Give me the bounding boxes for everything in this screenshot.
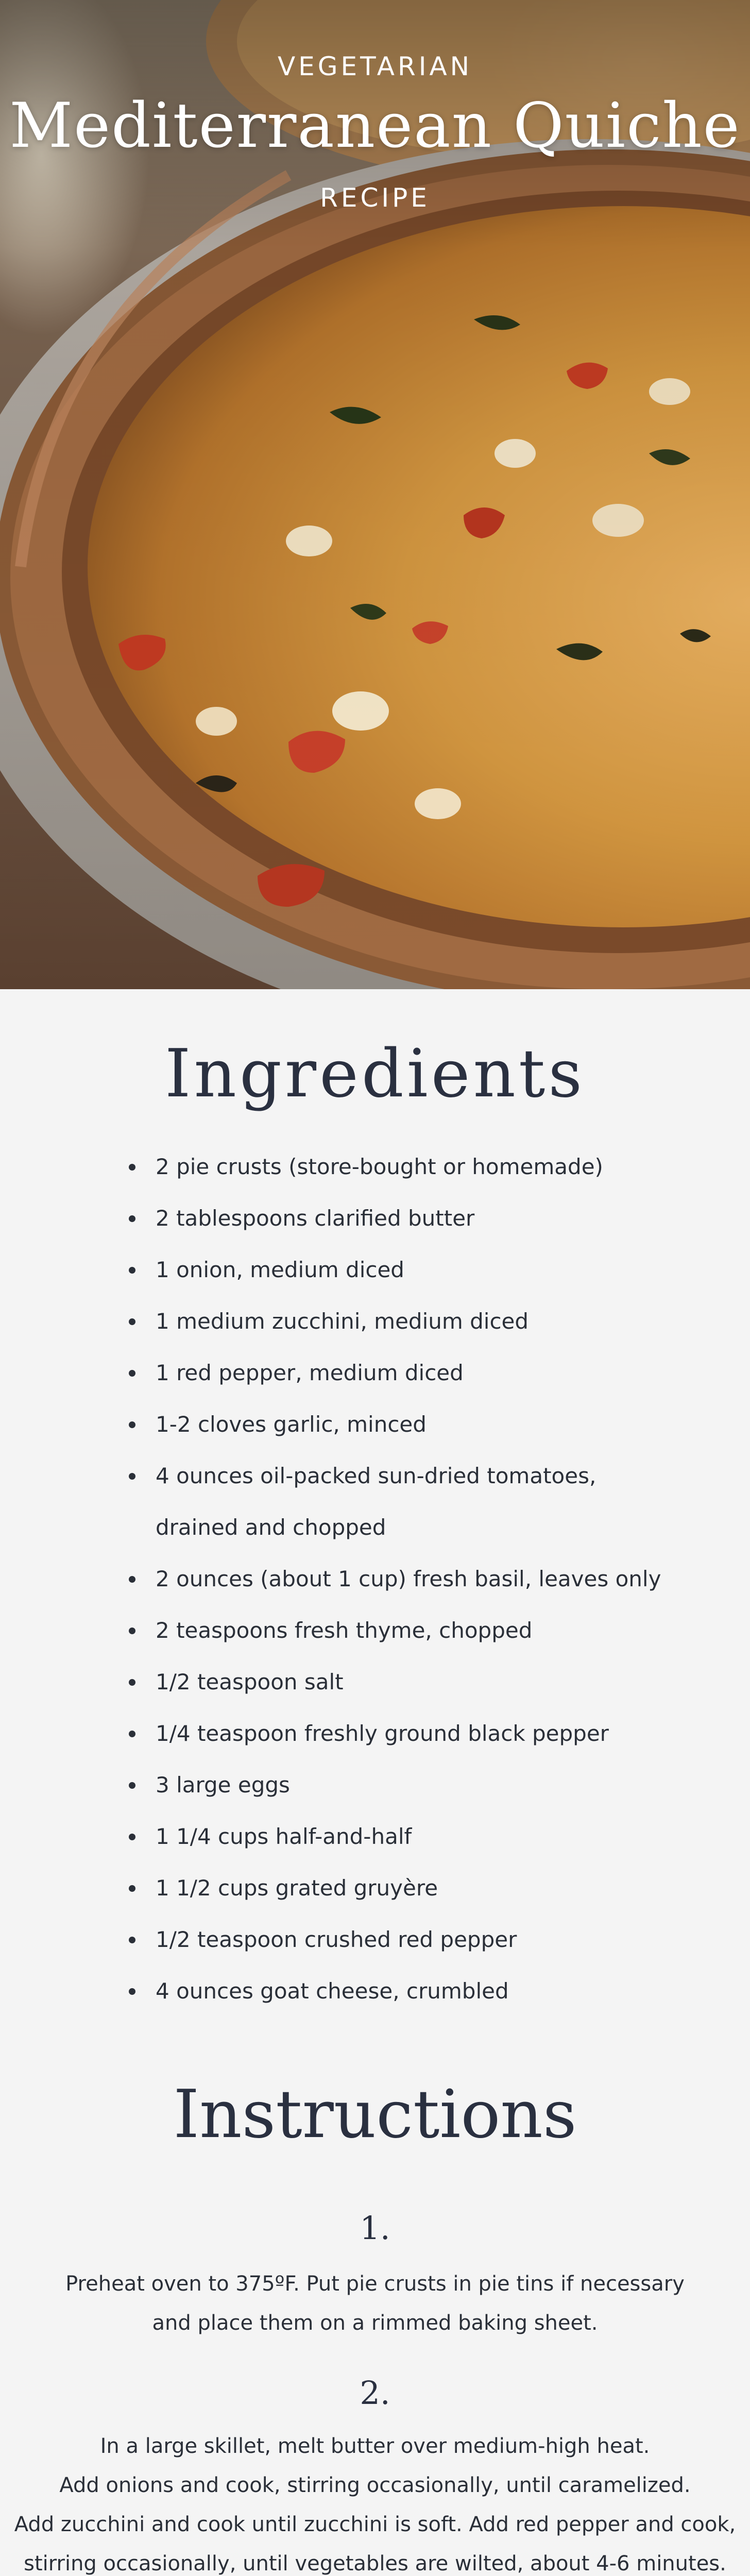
bullet-icon xyxy=(129,1215,135,1222)
instructions-heading: Instructions xyxy=(173,2076,577,2153)
bullet-icon xyxy=(129,1834,135,1840)
bullet-icon xyxy=(129,1267,135,1274)
ingredient-item: 1 onion, medium diced xyxy=(118,1244,685,1296)
hero-kicker: VEGETARIAN xyxy=(277,52,473,81)
ingredient-item: 1/2 teaspoon salt xyxy=(118,1656,685,1708)
bullet-icon xyxy=(129,1731,135,1737)
step-number: 1. xyxy=(360,2209,390,2247)
ingredients-heading: Ingredients xyxy=(164,1036,586,1112)
bullet-icon xyxy=(129,1421,135,1428)
bullet-icon xyxy=(129,1885,135,1892)
ingredient-item: 4 ounces oil-packed sun-dried tomatoes, xyxy=(118,1450,685,1502)
ingredient-item: 2 ounces (about 1 cup) fresh basil, leaves only xyxy=(118,1553,685,1605)
ingredient-item: 2 pie crusts (store-bought or homemade) xyxy=(118,1141,685,1193)
bullet-icon xyxy=(129,1782,135,1789)
ingredient-item: 1 1/4 cups half-and-half xyxy=(118,1811,685,1862)
bullet-icon xyxy=(129,1473,135,1480)
ingredients-list xyxy=(118,1141,685,2017)
bullet-icon xyxy=(129,1164,135,1171)
bullet-icon xyxy=(129,1628,135,1634)
step-text: In a large skillet, melt butter over medium-high heat. xyxy=(100,2434,650,2458)
hero-title: Mediterranean Quiche xyxy=(9,90,741,162)
bullet-icon xyxy=(129,1318,135,1325)
ingredient-item: 2 tablespoons clarified butter xyxy=(118,1193,685,1244)
hero-subtitle: RECIPE xyxy=(320,183,430,213)
bullet-icon xyxy=(129,1937,135,1943)
bullet-icon xyxy=(129,1370,135,1377)
ingredient-item: 1 medium zucchini, medium diced xyxy=(118,1296,685,1347)
ingredient-item: 1 1/2 cups grated gruyère xyxy=(118,1862,685,1914)
ingredient-item: 1/4 teaspoon freshly ground black pepper xyxy=(118,1708,685,1759)
ingredient-item: 2 teaspoons fresh thyme, chopped xyxy=(118,1605,685,1656)
ingredient-item: 4 ounces goat cheese, crumbled xyxy=(118,1965,685,2017)
ingredient-item: 1/2 teaspoon crushed red pepper xyxy=(118,1914,685,1965)
step-text: Preheat oven to 375ºF. Put pie crusts in pie tins if necessary xyxy=(65,2272,685,2296)
ingredient-item: 1 red pepper, medium diced xyxy=(118,1347,685,1399)
bullet-icon xyxy=(129,1679,135,1686)
step-number: 2. xyxy=(360,2374,390,2412)
bullet-icon xyxy=(129,1576,135,1583)
step-text: stirring occasionally, until vegetables are wilted, about 4-6 minutes. xyxy=(24,2552,726,2575)
ingredient-item: 1-2 cloves garlic, minced xyxy=(118,1399,685,1450)
hero-photo xyxy=(0,0,750,989)
ingredient-item-continued: drained and chopped xyxy=(156,1515,386,1540)
step-text: Add onions and cook, stirring occasionally, until caramelized. xyxy=(59,2473,691,2497)
step-text: Add zucchini and cook until zucchini is soft. Add red pepper and cook, xyxy=(14,2513,736,2536)
ingredient-item: 3 large eggs xyxy=(118,1759,685,1811)
step-text: and place them on a rimmed baking sheet. xyxy=(152,2311,598,2335)
bullet-icon xyxy=(129,1988,135,1995)
